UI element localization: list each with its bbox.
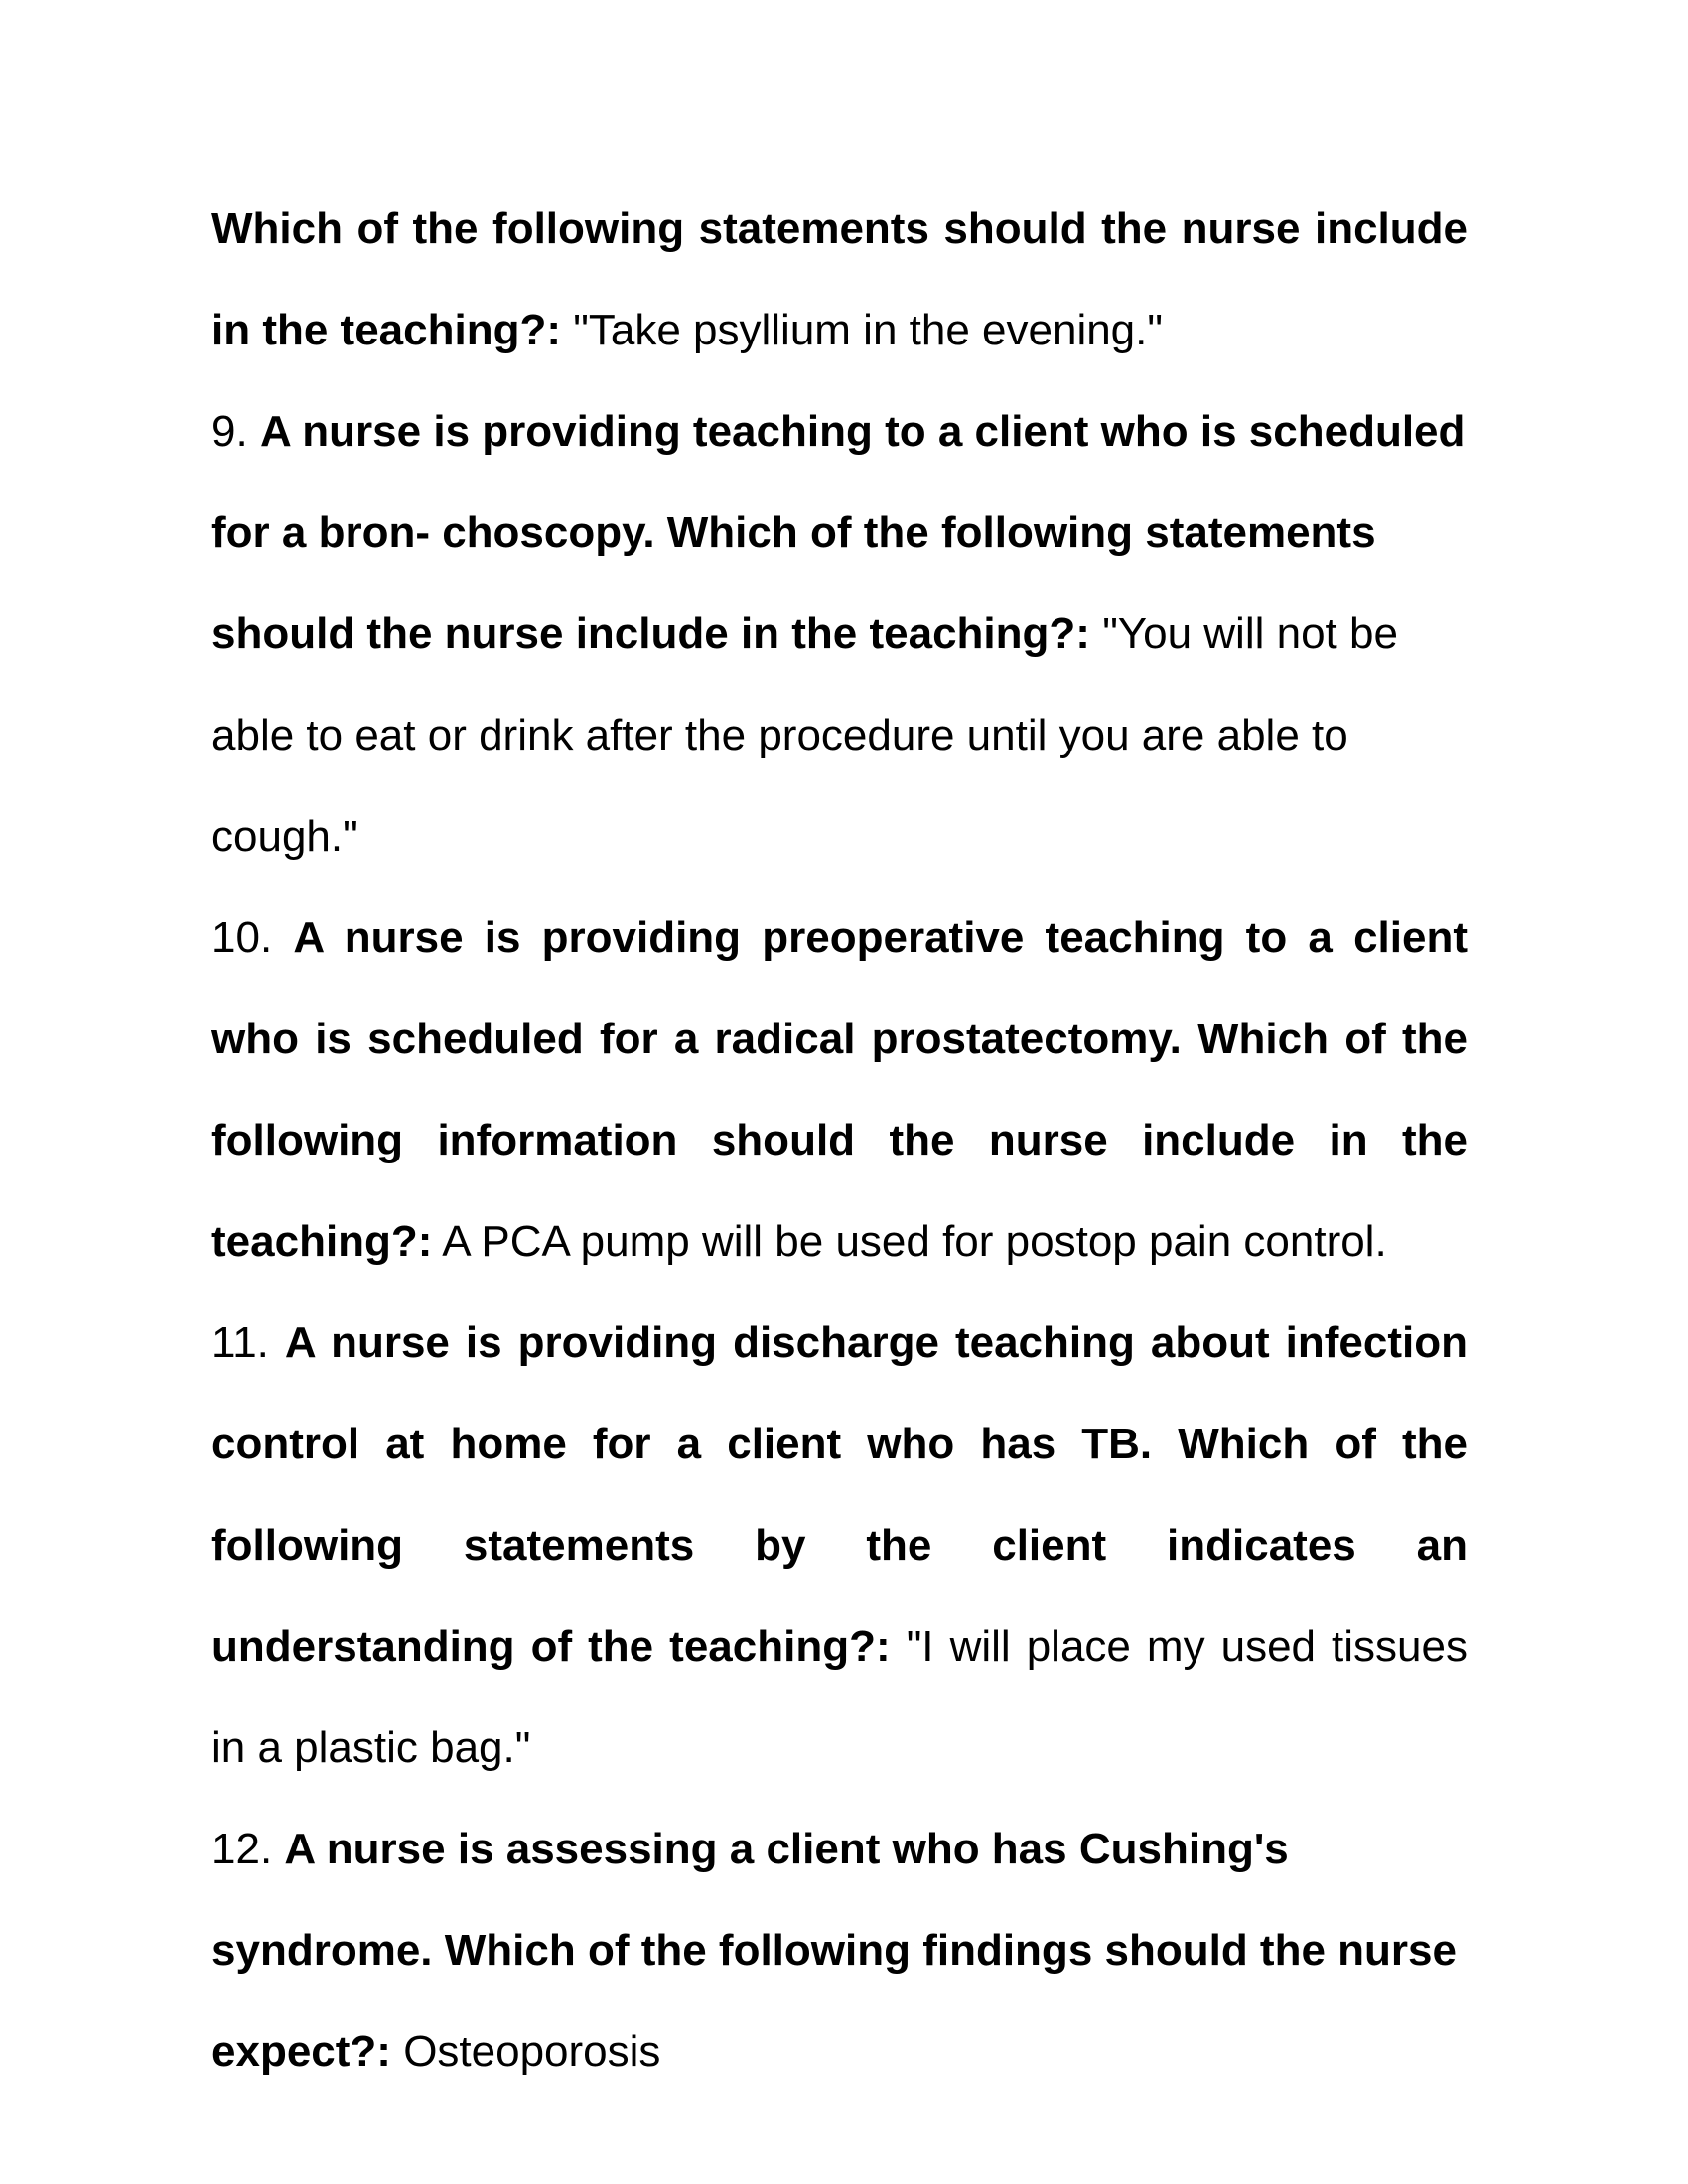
question-item-10: [211, 887, 1468, 1293]
answer-text: Osteoporosis: [403, 2027, 661, 2076]
question-item-11: [211, 1293, 1468, 1799]
question-item-12: [211, 1799, 1468, 2103]
document-page: [211, 179, 1468, 2103]
question-number: 12.: [211, 1825, 273, 1873]
question-text: Which of the following statements should the nurse include in the teaching?:: [211, 205, 1468, 354]
question-text: A nurse is providing discharge teaching about infection control at home for a client who has TB. Which of the following statements by the client indicates an understanding of the teaching?:: [211, 1318, 1468, 1671]
answer-text: "I will place my used tissues in a plastic bag.": [211, 1622, 1469, 1772]
question-number: 11.: [211, 1318, 269, 1367]
question-item-9: [211, 381, 1468, 887]
answer-text: "You will not be able to eat or drink after the procedure until you are able to cough.": [211, 610, 1398, 861]
question-item-continued: [211, 179, 1468, 381]
answer-text: "Take psyllium in the evening.": [573, 306, 1163, 354]
question-number: 10.: [211, 913, 273, 962]
answer-text: A PCA pump will be used for postop pain control.: [442, 1217, 1387, 1266]
question-number: 9.: [211, 407, 248, 456]
question-text: A nurse is providing preoperative teaching to a client who is scheduled for a radical prostatectomy. Which of the following information should the nurse include in the teaching?:: [211, 913, 1468, 1266]
question-text: A nurse is providing teaching to a client who is scheduled for a bron- choscopy. Which of the following statements should the nurse include in the teaching?:: [211, 407, 1466, 658]
question-text: A nurse is assessing a client who has Cushing's syndrome. Which of the following findings should the nurse expect?:: [211, 1825, 1457, 2076]
